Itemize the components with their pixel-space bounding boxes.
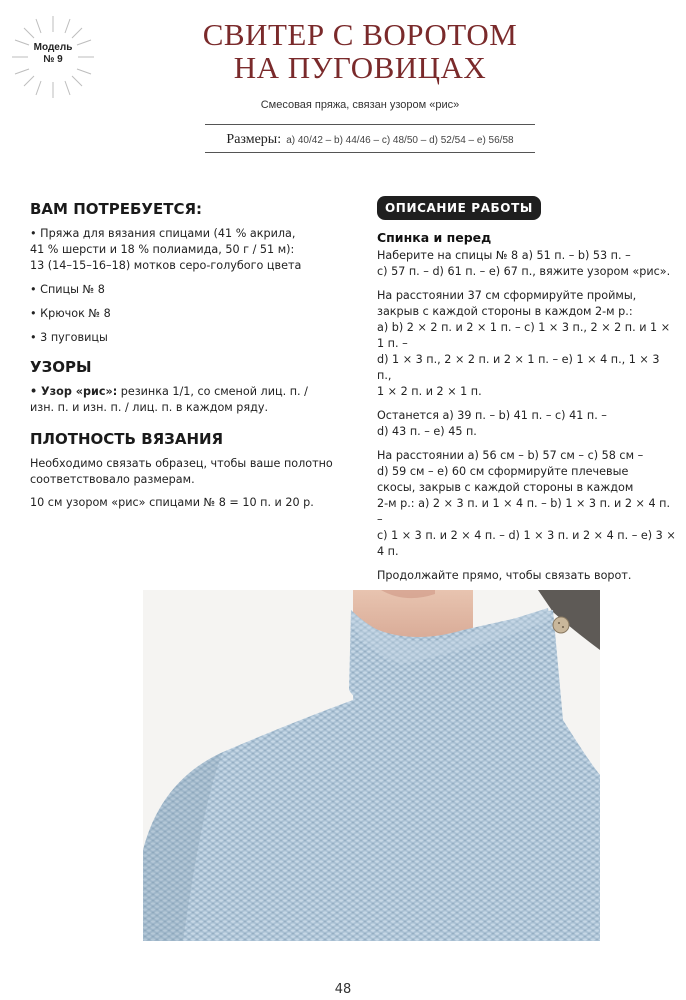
gauge-line-3: 10 см узором «рис» спицами № 8 = 10 п. и 20 р. [30, 496, 314, 509]
work-p2-line-4: d) 1 × 3 п., 2 × 2 п. и 2 × 1 п. – e) 1 × 4 п., 1 × 3 п., [377, 353, 660, 382]
badge-label: Модель [33, 42, 73, 53]
title-line-1: СВИТЕР С ВОРОТОМ [202, 17, 518, 52]
work-p3-line-2: d) 43 п. – e) 45 п. [377, 425, 477, 438]
patterns-line-1 [30, 384, 350, 400]
materials-yarn-line-3: 13 (14–15–16–18) мотков серо-голубого цвета [30, 259, 302, 272]
work-description-pill: ОПИСАНИЕ РАБОТЫ [377, 196, 541, 220]
materials-buttons: • 3 пуговицы [30, 331, 108, 344]
page-title [150, 18, 570, 84]
work-p2-line-5: 1 × 2 п. и 2 × 1 п. [377, 385, 482, 398]
work-p2-line-2: закрыв с каждой стороны в каждом 2-м р.: [377, 305, 633, 318]
materials-heading: ВАМ ПОТРЕБУЕТСЯ: [30, 200, 203, 218]
work-p2-line-1: На расстоянии 37 см сформируйте проймы, [377, 289, 637, 302]
materials-yarn-line-2: 41 % шерсти и 18 % полиамида, 50 г / 51 м): [30, 243, 295, 256]
patterns-heading: УЗОРЫ [30, 358, 92, 376]
model-badge [10, 14, 96, 100]
work-p4-line-3: скосы, закрыв с каждой стороны в каждом [377, 481, 634, 494]
sizes-label: Размеры: [226, 132, 282, 147]
work-p5: Продолжайте прямо, чтобы связать ворот. [377, 569, 632, 582]
work-p2-line-3: a) b) 2 × 2 п. и 2 × 1 п. – c) 1 × 3 п., 2 × 2 п. и 1 × 1 п. – [377, 321, 671, 350]
sweater-photo [143, 590, 600, 941]
patterns-line-2: изн. п. и изн. п. / лиц. п. в каждом ряду. [30, 401, 269, 414]
work-p4-line-1: На расстоянии a) 56 см – b) 57 см – c) 58 см – [377, 449, 644, 462]
materials-yarn-line-1: • Пряжа для вязания спицами (41 % акрила, [30, 227, 296, 240]
work-p4-line-5: c) 1 × 3 п. и 2 × 4 п. – d) 1 × 3 п. и 2 × 4 п. – e) 3 × 4 п. [377, 529, 676, 558]
right-column [377, 196, 677, 584]
sweater-illustration [143, 590, 600, 941]
patterns-label: • Узор «рис»: [30, 385, 118, 398]
work-p1-line-1: Наберите на спицы № 8 a) 51 п. – b) 53 п. – [377, 249, 631, 262]
work-p4-line-2: d) 59 см – e) 60 см сформируйте плечевые [377, 465, 629, 478]
back-front-heading: Спинка и перед [377, 230, 492, 245]
badge-number: № 9 [43, 54, 63, 65]
materials-hook: • Крючок № 8 [30, 307, 111, 320]
gauge-heading: ПЛОТНОСТЬ ВЯЗАНИЯ [30, 430, 224, 448]
patterns-text-1: резинка 1/1, со сменой лиц. п. / [117, 385, 308, 398]
gauge-line-1: Необходимо связать образец, чтобы ваше полотно [30, 457, 333, 470]
work-p1-line-2: c) 57 п. – d) 61 п. – e) 67 п., вяжите узором «рис». [377, 265, 671, 278]
left-column [30, 200, 350, 511]
page-number: 48 [334, 982, 352, 997]
gauge-line-2: соответствовало размерам. [30, 473, 195, 486]
materials-needles: • Спицы № 8 [30, 283, 105, 296]
work-p4-line-4: 2-м р.: a) 2 × 3 п. и 1 × 4 п. – b) 1 × 3 п. и 2 × 4 п. – [377, 497, 670, 526]
title-line-2: НА ПУГОВИЦАХ [233, 50, 487, 85]
sizes-values: a) 40/42 – b) 44/46 – c) 48/50 – d) 52/54 – e) 56/58 [286, 135, 514, 146]
sizes-bar [205, 124, 535, 153]
work-p3-line-1: Останется a) 39 п. – b) 41 п. – c) 41 п. – [377, 409, 607, 422]
subtitle: Смесовая пряжа, связан узором «рис» [260, 99, 460, 111]
